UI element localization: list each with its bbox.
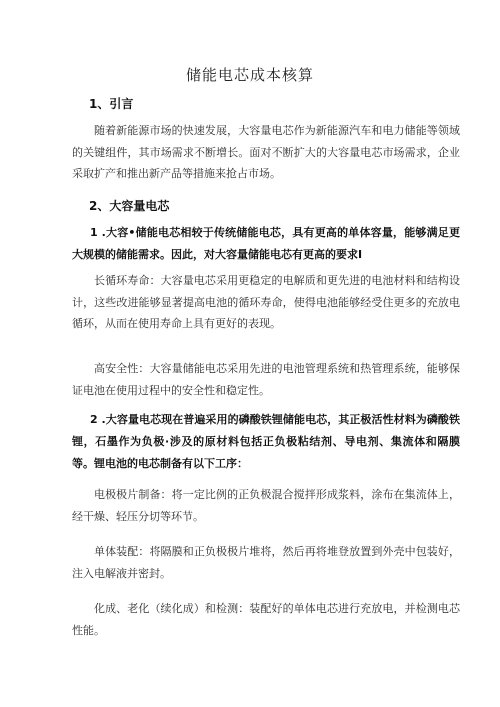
paragraph-intro: 随着新能源市场的快速发展，大容量电芯作为新能源汽车和电力储能等领域的关键组件，其市场需求不断增长。面对不断扩大的大容量电芯市场需求，企业采取扩产和推出新产品等措施来抢占市场。 [72,124,460,180]
paragraph-point-2: 2 .大容量电芯现在普遍采用的磷酸铁锂储能电芯，其正极活性材料为磷酸铁锂，石墨作为负极·涉及的原材料包括正负极粘结剂、导电剂、集流体和隔膜等。锂电池的电芯制备有以下工序： [72,413,460,470]
section-heading-large-capacity: 2、大容量电芯 [89,199,170,213]
paragraph-high-safety: 高安全性：大容量储能电芯采用先进的电池管理系统和热管理系统，能够保证电池在使用过程中的安全性和稳定性。 [72,362,460,397]
section-heading-intro: 1、引言 [89,97,134,111]
paragraph-electrode-prep: 电极极片制备：将一定比例的正负极混合搅拌形成浆料，涂布在集流体上，经干燥、轻压分切等环节。 [72,488,460,523]
document-title: 储能电芯成本核算 [185,66,314,84]
paragraph-formation-testing: 化成、老化（续化成）和检测：装配好的单体电芯进行充放电，并检测电芯性能。 [72,602,460,637]
paragraph-cell-assembly: 单体装配：将隔膜和正负极极片堆将，然后再将堆登放置到外壳中包装好，注入电解液并密封。 [72,545,460,580]
paragraph-point-1: 1 .大容•储能电芯相较于传统储能电芯，具有更高的单体容量，能够满足更大规模的储能需求。因此，对大容量储能电芯有更高的要求I [72,226,460,261]
paragraph-long-cycle-life: 长循环寿命：大容量电芯采用更稳定的电解质和更先进的电池材料和结构设计，这些改进能够显著提高电池的循环寿命，使得电池能够经受住更多的充放电循环，从而在使用寿命上具有更好的表现。 [72,274,460,330]
